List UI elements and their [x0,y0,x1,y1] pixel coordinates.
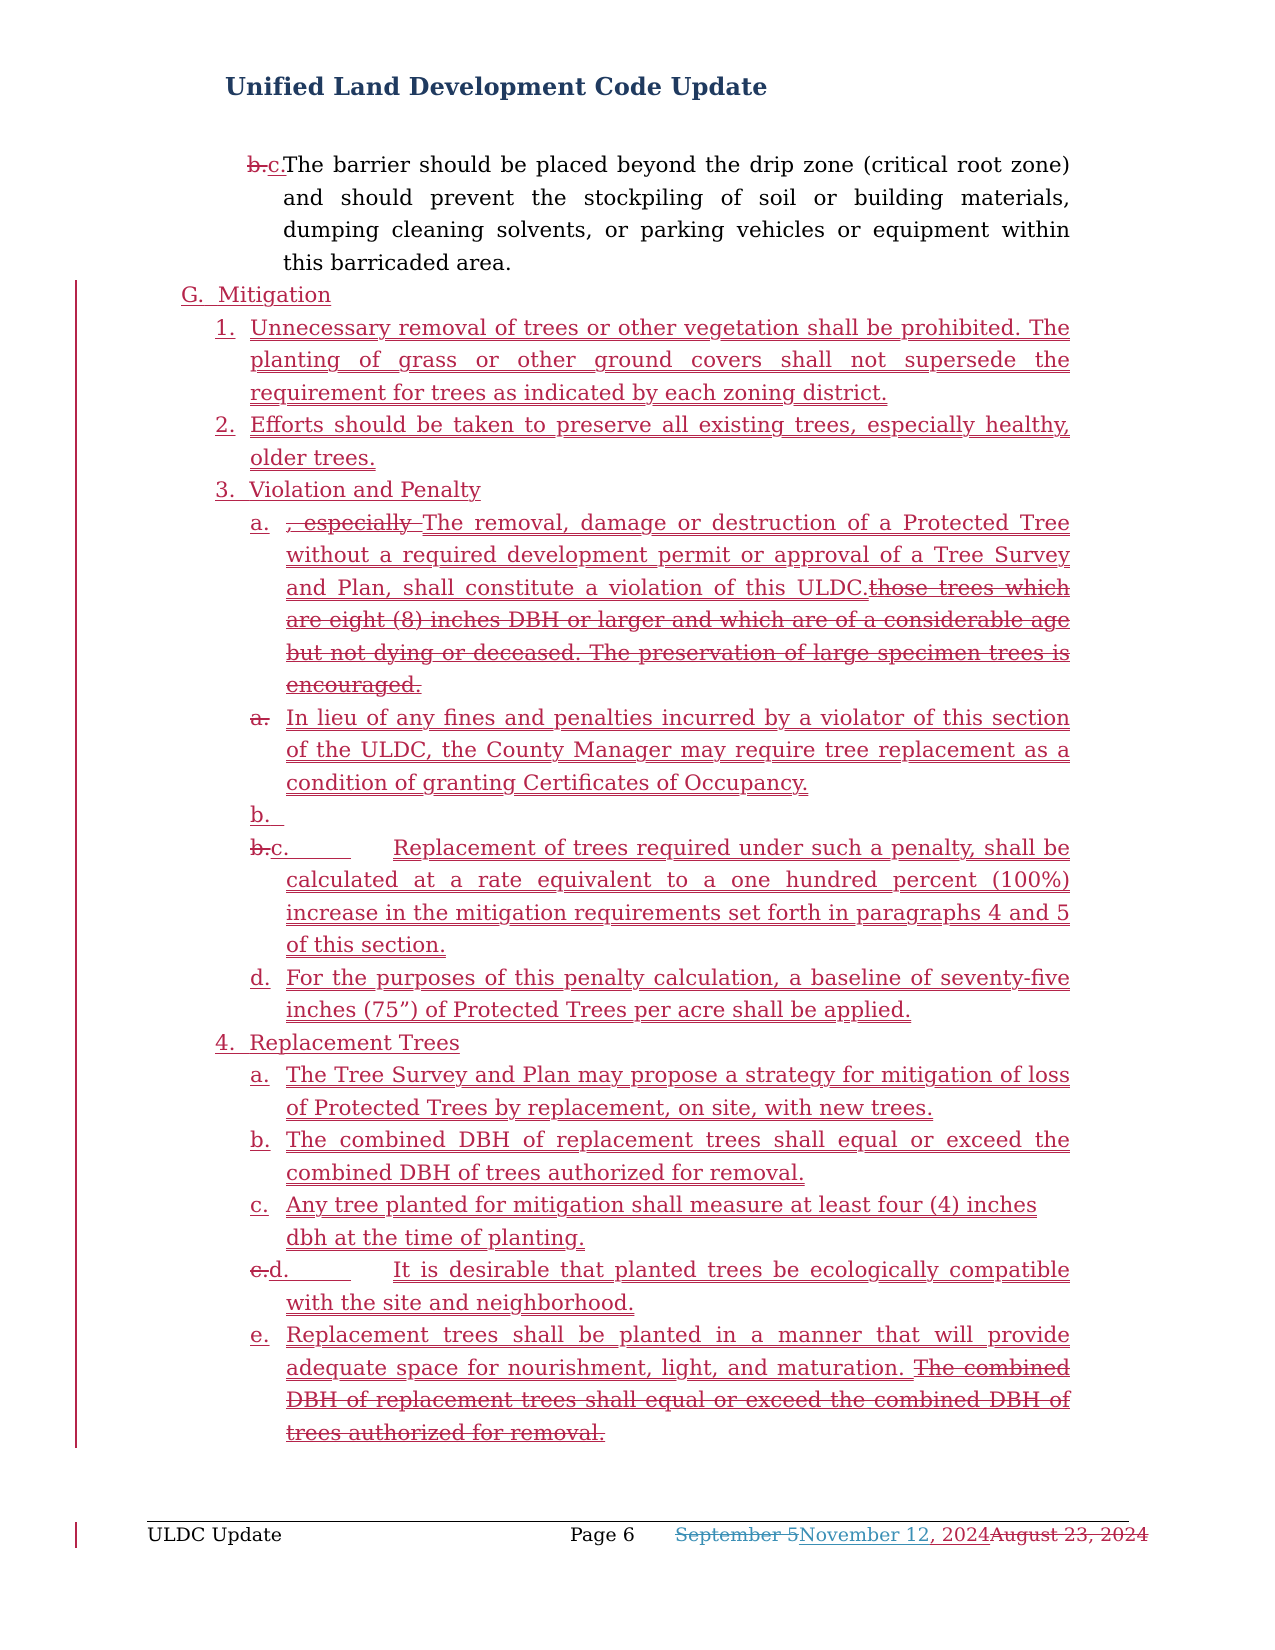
footer-rule [147,1521,1129,1522]
footer-change-bar [75,1522,77,1548]
item-1: 1. Unnecessary removal of trees or other vegetation shall be prohibited. The planting of grass or other ground covers shall not supersede the requirement for trees as indicated by each zoning district. [215,315,1070,406]
item-4b: b. The combined DBH of replacement trees shall equal or exceed the combined DBH of trees authorized for removal. [250,1128,1070,1186]
item-3c: b.c. Replacement of trees required under such a penalty, shall be calculated at a rate equivalent to a one hundred percent (100%) increase in the mitigation requirements set forth in paragraphs 4 and 5 of this section. [250,835,1070,958]
item-3d: d. For the purposes of this penalty calculation, a baseline of seventy-five inches (75”) of Protected Trees per acre shall be applied. [250,965,1070,1023]
item-4-heading: 4. Replacement Trees [215,1030,460,1056]
intro-item-label: b.c. [247,153,287,178]
document-body [0,150,1275,1450]
intro-item [247,150,1070,280]
item-3-in-lieu: a. In lieu of any fines and penalties incurred by a violator of this section of the ULDC, the County Manager may require tree replacement as a condition of granting Certificates of Occupancy. [250,705,1070,796]
document-header-title: Unified Land Development Code Update [225,72,768,101]
item-2-text: Efforts should be taken to preserve all existing trees, especially healthy, older trees. [250,413,1070,471]
item-4d: c.d. It is desirable that planted trees be ecologically compatible with the site and neighborhood. [250,1258,1070,1316]
section-g-heading: G. Mitigation [181,283,332,308]
footer-page: Page 6 [570,1524,635,1546]
item-1-text: Unnecessary removal of trees or other vegetation shall be prohibited. The planting of grass or other ground covers shall not supersede the requirement for trees as indicated by each zoning district. [250,315,1070,406]
item-4c: c. Any tree planted for mitigation shall measure at least four (4) inches dbh at the time of planting. [250,1193,1037,1251]
item-4e: e. Replacement trees shall be planted in a manner that will provide adequate space for nourishment, light, and maturation. The combined DBH of replacement trees shall equal or exceed the combined DBH of trees authorized for removal. [250,1323,1070,1446]
item-3a: a. , especially The removal, damage or destruction of a Protected Tree without a required development permit or approval of a Tree Survey and Plan, shall constitute a violation of this ULDC.those trees which are eight (8) inches DBH or larger and which are of a considerable age but not dying or deceased. The preservation of large specimen trees is encouraged. [250,510,1070,698]
item-3-heading: 3. Violation and Penalty [215,478,481,503]
footer-date: September 5November 12, 2024August 23, 2024 [675,1524,1149,1546]
intro-item-text: The barrier should be placed beyond the drip zone (critical root zone) and should prevent the stockpiling of soil or building materials, dumping cleaning solvents, or parking vehicles or equipment within this barricaded area. [283,153,1070,276]
footer-left: ULDC Update [147,1524,282,1546]
item-4a: a. The Tree Survey and Plan may propose a strategy for mitigation of loss of Protected Trees by replacement, on site, with new trees. [250,1063,1070,1121]
item-2: 2. Efforts should be taken to preserve all existing trees, especially healthy, older trees. [215,413,1070,471]
item-3b-empty: b. [250,803,271,828]
